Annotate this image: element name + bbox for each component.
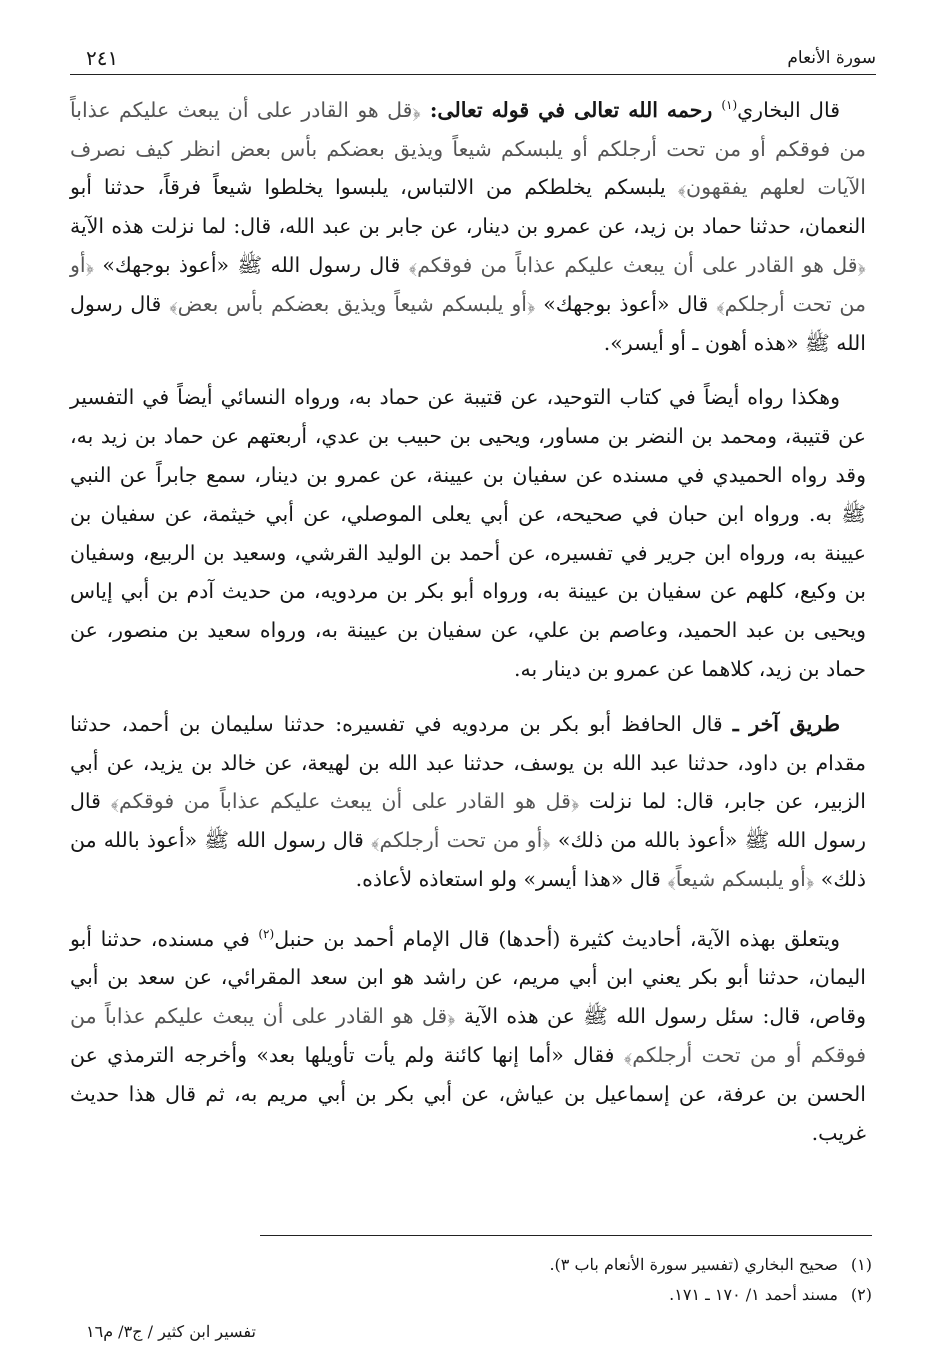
- quran-verse: ﴿أو من تحت أرجلكم﴾: [371, 828, 551, 853]
- paragraph-text: قال رسول الله ﷺ «أعوذ بوجهك»: [94, 253, 409, 278]
- running-header: [70, 44, 876, 75]
- footnote-number: (١): [850, 1255, 872, 1274]
- quran-verse: ﴿قل هو القادر على أن يبعث عليكم عذاباً من فوقكم أو من تحت أرجلكم﴾: [70, 1004, 866, 1067]
- verse-intro: رحمه الله تعالى في قوله تعالى:: [420, 97, 722, 122]
- footnote-number: (٢): [850, 1285, 872, 1304]
- paragraph-2: وهكذا رواه أيضاً في كتاب التوحيد، عن قتيبة عن حماد به، ورواه النسائي أيضاً في التفسير عن قتيبة، ومحمد بن النضر بن مساور، ويحيى بن حبيب بن عدي، أربعتهم عن حماد بن زيد به، وقد رواه الحميدي في مسنده عن سفيان بن عيينة، عن عمرو بن دينار، سمع جابراً عن النبي ﷺ به. ورواه ابن حبان في صحيحه، عن أبي يعلى الموصلي، عن أبي خيثمة، عن سفيان بن عيينة به، ورواه ابن جرير في تفسيره، عن أحمد بن الوليد القرشي، وسعيد بن الربيع، وسفيان بن وكيع، كلهم عن سفيان بن عيينة به، ورواه أبو بكر بن مردويه، من حديث آدم بن أبي إياس ويحيى بن عبد الحميد، وعاصم بن علي، عن سفيان بن عيينة به، ورواه سعيد بن منصور، عن حماد بن زيد، كلاهما عن عمرو بن دينار به.: [70, 385, 866, 681]
- quran-verse: ﴿قل هو القادر على أن يبعث عليكم عذاباً من فوقكم﴾: [110, 789, 580, 814]
- paragraph-text: قال رسول الله ﷺ «أعوذ بالله من ذلك»: [70, 828, 866, 891]
- footnotes: [260, 1235, 872, 1310]
- quran-verse: ﴿أو من تحت أرجلكم﴾: [70, 253, 866, 316]
- quran-verse: ﴿قل هو القادر على أن يبعث عليكم عذاباً من فوقكم أو من تحت أرجلكم أو يلبسكم شيعاً ويذيق بعضكم بأس بعض انظر كيف نصرف الآيات لعلهم يفقهون﴾: [70, 97, 867, 200]
- paragraph-text: يلبسكم يخلطكم من الالتباس، يلبسوا يخلطوا شيعاً فرقاً، حدثنا أبو النعمان، حدثنا حماد بن زيد، عن عمرو بن دينار، عن جابر بن عبد الله، قال: لما نزلت هذه الآية: [70, 175, 866, 239]
- paragraph-text: ويتعلق بهذه الآية، أحاديث كثيرة (أحدها) قال الإمام أحمد بن حنبل: [274, 926, 840, 951]
- quran-verse: ﴿أو يلبسكم شيعاً﴾: [667, 866, 815, 891]
- footnote-ref-1: (١): [721, 98, 738, 112]
- main-text: [70, 86, 866, 1168]
- footnote-2: [260, 1280, 872, 1310]
- footnote-1: [260, 1250, 872, 1280]
- paragraph-text: قال رسول الله ﷺ «هذه أهون ـ أو أيسر».: [70, 291, 866, 355]
- paragraph-text: قال الحافظ أبو بكر بن مردويه في تفسيره: حدثنا سليمان بن أحمد، حدثنا مقدام بن داود، حدثنا عبد الله بن يوسف، حدثنا عبد الله بن لهيعة، عن خالد بن يزيد، عن أبي الزبير، عن جابر، قال: لما نزلت: [70, 711, 866, 814]
- footnote-text: صحيح البخاري (تفسير سورة الأنعام باب ٣).: [549, 1255, 838, 1274]
- paragraph-1: [70, 86, 866, 362]
- printer-signature: تفسير ابن كثير / ج٣/ م١٦: [86, 1322, 256, 1341]
- section-lead: طريق آخر ـ: [732, 711, 841, 736]
- paragraph-text: قال رسول الله ﷺ «أعوذ بالله من ذلك»: [70, 789, 866, 853]
- footnote-text: مسند أحمد ١/ ١٧٠ ـ ١٧١.: [669, 1285, 838, 1304]
- quran-verse: ﴿قل هو القادر على أن يبعث عليكم عذاباً من فوقكم﴾: [408, 253, 866, 278]
- paragraph-text: قال «هذا أيسر» ولو استعاذه لأعاذه.: [355, 866, 668, 891]
- bukhari-intro: قال البخاري: [737, 97, 840, 122]
- footnote-ref-2: (٢): [258, 926, 275, 941]
- paragraph-text: فقال «أما إنها كائنة ولم يأت تأويلها بعد» وأخرجه الترمذي عن الحسن بن عرفة، عن إسماعيل بن عياش، عن أبي بكر بن أبي مريم به، ثم قال هذا حديث غريب.: [70, 1042, 866, 1145]
- quran-verse: ﴿أو يلبسكم شيعاً ويذيق بعضكم بأس بعض﴾: [169, 291, 536, 316]
- paragraph-text: في مسنده، حدثنا أبو اليمان، حدثنا أبو بكر يعني ابن أبي مريم، عن راشد هو ابن سعد المقرائي، عن سعد بن أبي وقاص، قال: سئل رسول الله ﷺ عن هذه الآية: [70, 926, 866, 1029]
- paragraph-4: [70, 915, 866, 1153]
- paragraph-text: قال «أعوذ بوجهك»: [535, 291, 717, 316]
- page-number: ٢٤١: [86, 46, 119, 70]
- sura-title: سورة الأنعام: [787, 48, 876, 68]
- paragraph-3: [70, 705, 866, 899]
